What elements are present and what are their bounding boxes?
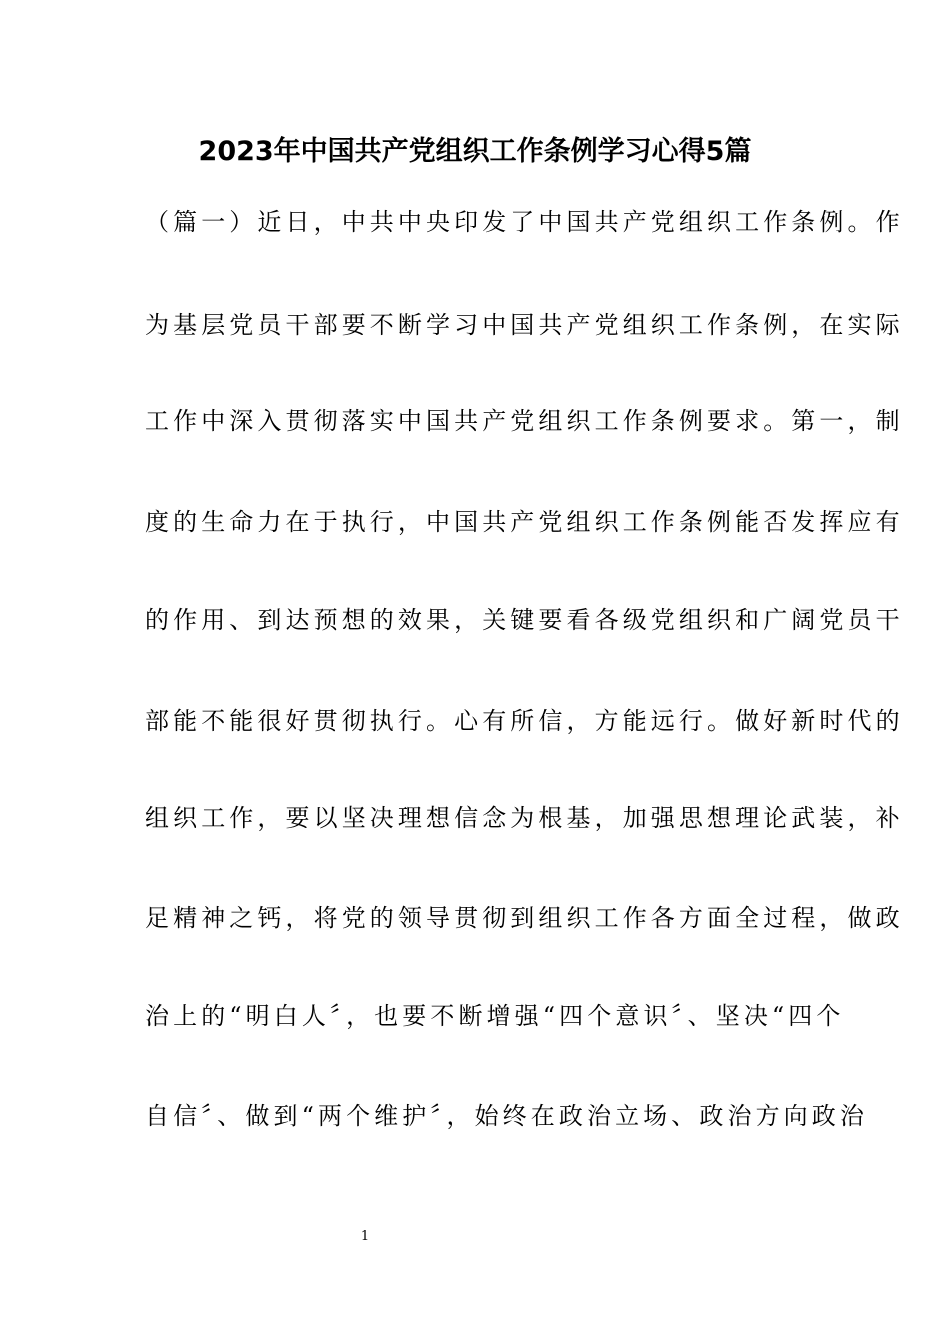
paragraph-line: 自信〞、做到“两个维护〞，始终在政治立场、政治方向政治 bbox=[145, 1102, 868, 1130]
paragraph-line: 的作用、到达预想的效果，关键要看各级党组织和广阔党员干 bbox=[145, 606, 904, 634]
paragraph-line: 为基层党员干部要不断学习中国共产党组织工作条例，在实际 bbox=[145, 311, 904, 339]
paragraph-line: 治上的“明白人〞，也要不断增强“四个意识〞、坚决“四个 bbox=[145, 1002, 845, 1030]
paragraph-line: 组织工作，要以坚决理想信念为根基，加强思想理论武装，补 bbox=[145, 804, 904, 832]
paragraph-line: 度的生命力在于执行，中国共产党组织工作条例能否发挥应有 bbox=[145, 508, 904, 536]
document-title: 2023年中国共产党组织工作条例学习心得5篇 bbox=[198, 136, 752, 167]
paragraph-line: 足精神之钙，将党的领导贯彻到组织工作各方面全过程，做政 bbox=[145, 904, 904, 932]
page-number: 1 bbox=[360, 1229, 370, 1244]
paragraph-line: 部能不能很好贯彻执行。心有所信，方能远行。做好新时代的 bbox=[145, 707, 904, 735]
paragraph-line: 工作中深入贯彻落实中国共产党组织工作条例要求。第一，制 bbox=[145, 407, 904, 435]
paragraph-line: （篇一）近日，中共中央印发了中国共产党组织工作条例。作 bbox=[145, 208, 904, 236]
